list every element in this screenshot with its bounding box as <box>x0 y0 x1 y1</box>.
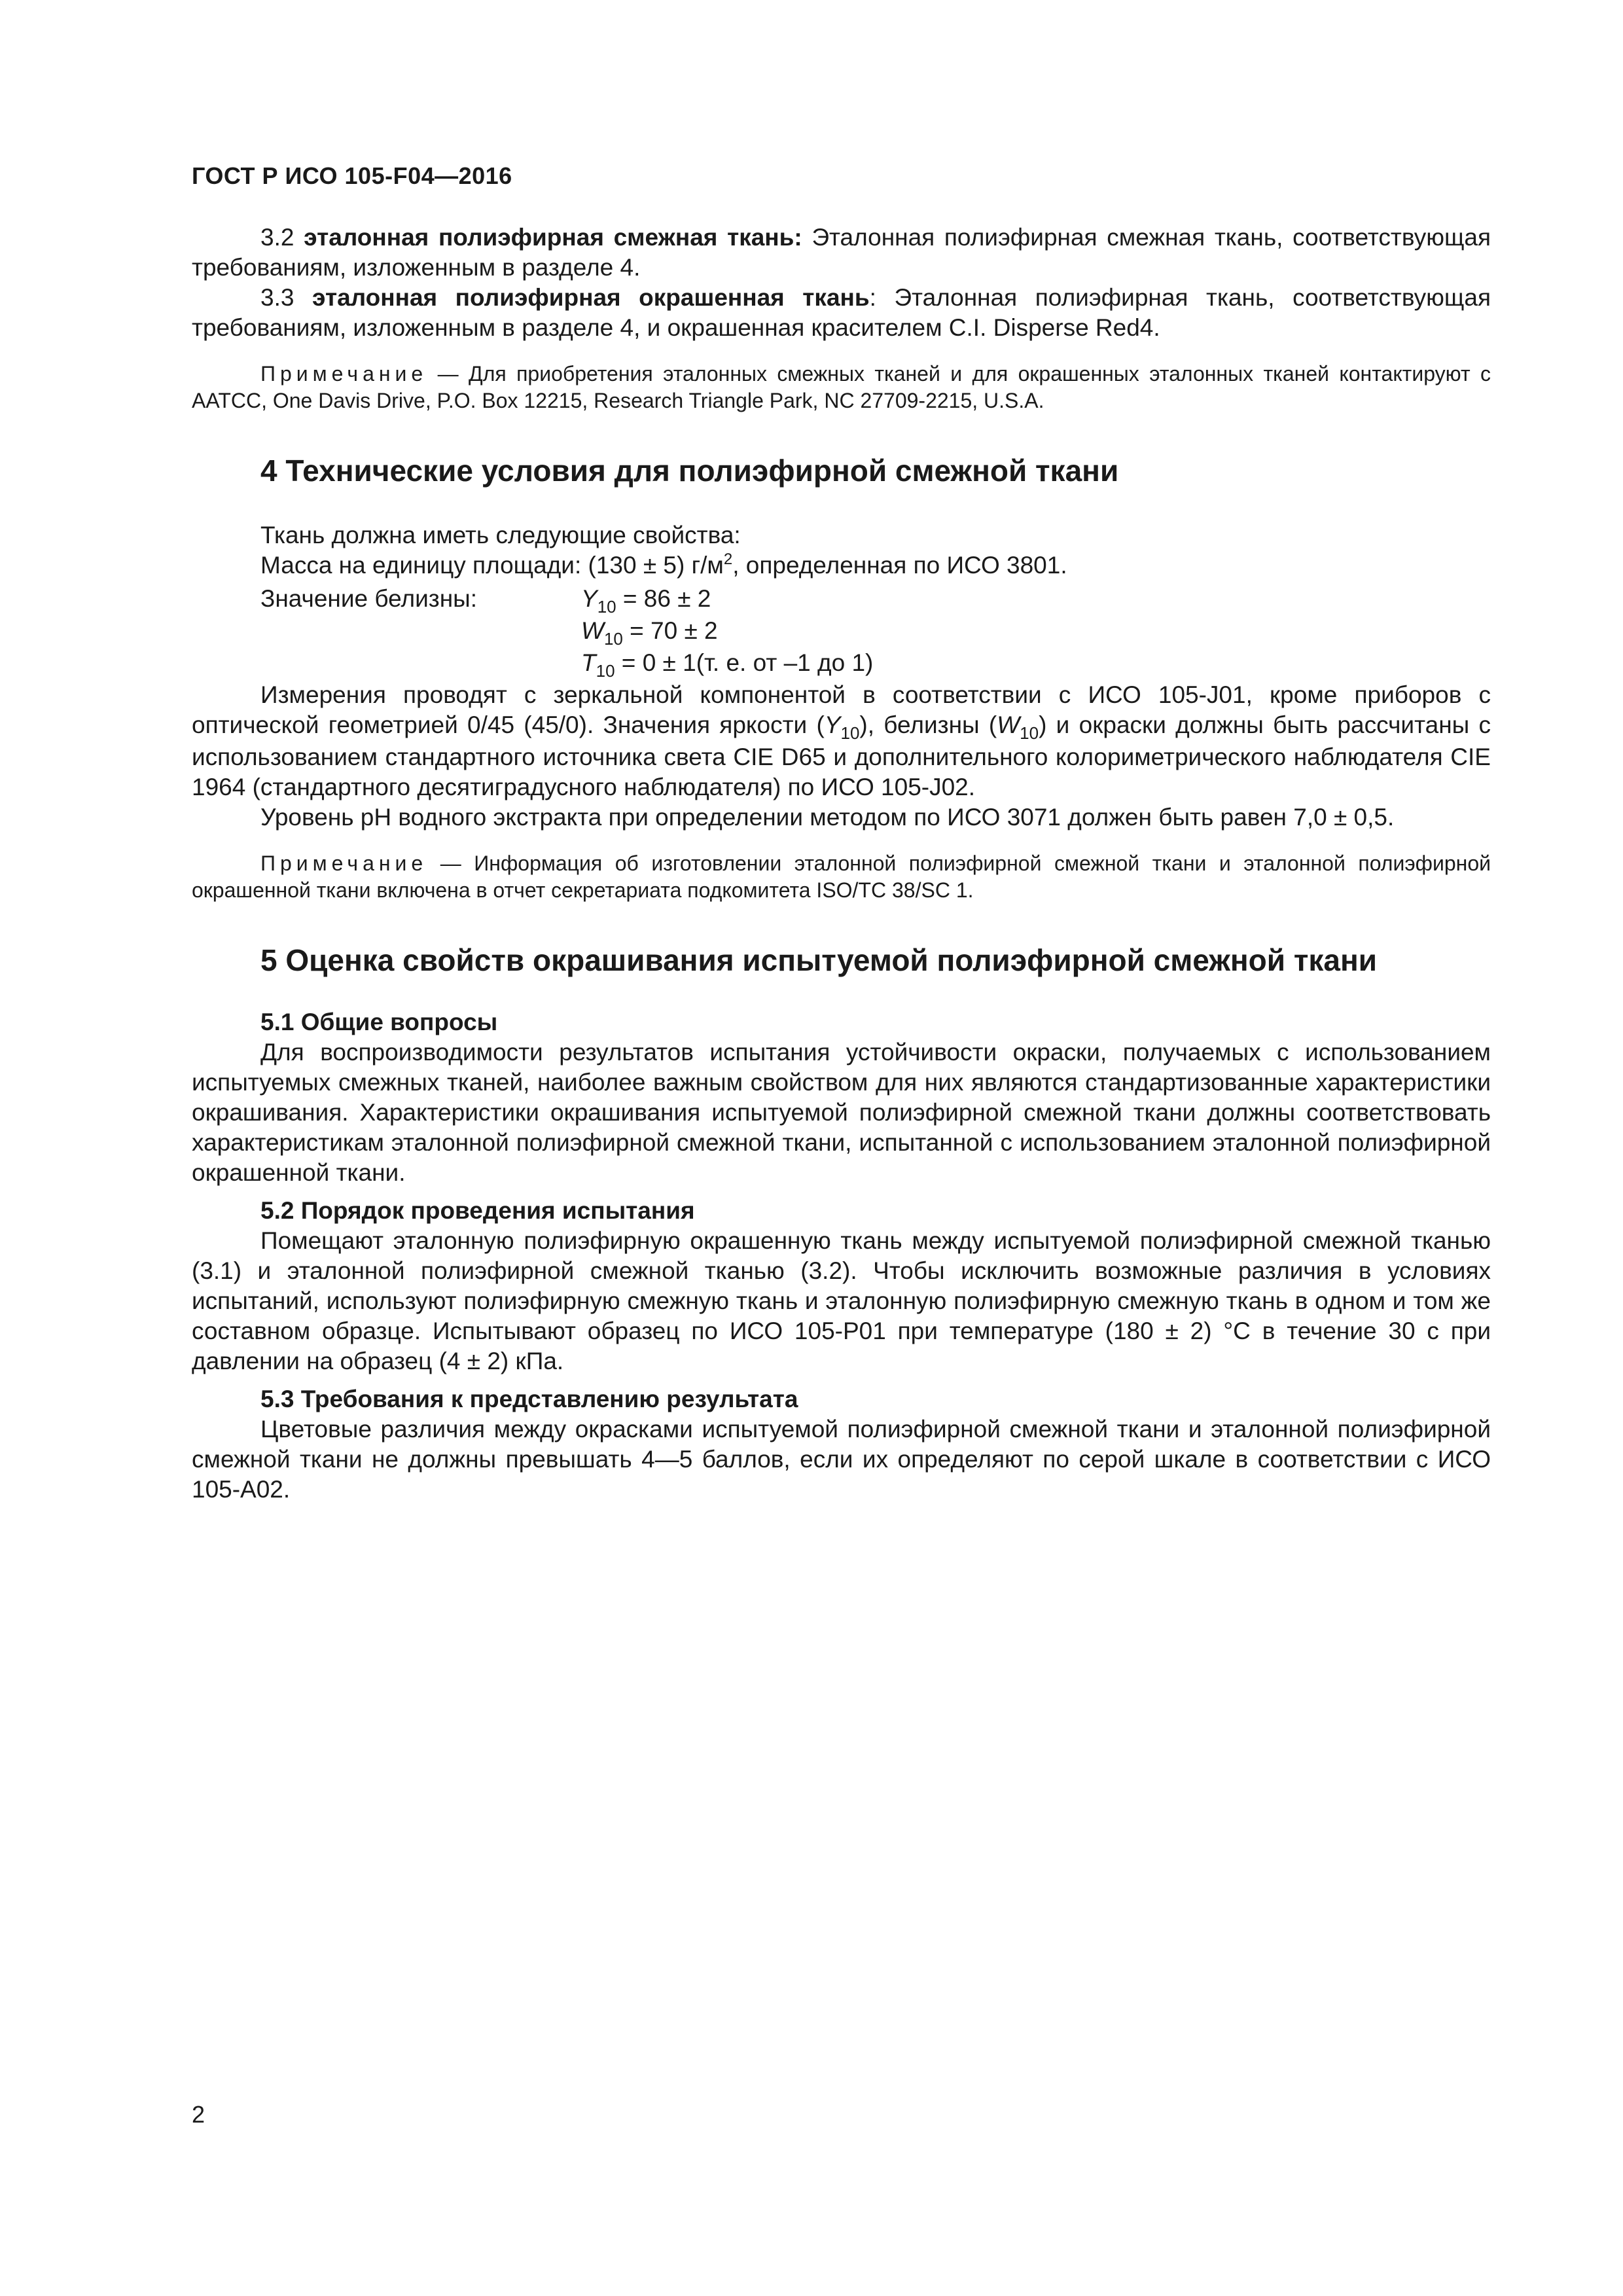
note-label: Примечание <box>260 362 428 386</box>
ph-paragraph: Уровень pH водного экстракта при определении методом по ИСО 3071 должен быть равен 7,0 ± 0,5. <box>260 804 1395 831</box>
definition-number: 3.2 <box>260 224 294 251</box>
definition-number: 3.3 <box>260 284 294 311</box>
note-text: — Для приобретения эталонных смежных тканей и для окрашенных эталонных тканей контактируют с AATCC, One Davis Drive, P.O. Box 12215, Research Triangle Park, NC 27709-2215, U.S.A. <box>192 362 1491 412</box>
subsection-5-1-heading: 5.1 Общие вопросы <box>260 1009 498 1035</box>
definitions-block <box>192 223 1491 343</box>
definition-3-3 <box>192 283 1491 343</box>
definition-term: эталонная полиэфирная окрашенная ткань <box>312 284 870 311</box>
measurement-paragraph: Измерения проводят с зеркальной компонентой в соответствии с ИСО 105-J01, кроме приборов с оптической геометрией 0/45 (45/0). Значения яркости $(Y_{10})$, белизны $(W_{10})$ и окраски должны быть рассчитаны с использованием стандартного источника света CIE D65 и дополнительного колориметрического наблюдателя CIE 1964 (стандартного десятиградусного наблюдателя) по ИСО 105-J02. <box>192 681 1491 800</box>
definition-text: : Эталонная полиэфирная ткань, соответствующая требованиям, изложенным в разделе 4, и окрашенная красителем C.I. Disperse Red4. <box>192 284 1491 341</box>
whiteness-w-row <box>192 616 1491 648</box>
subsection-5-1-text: Для воспроизводимости результатов испытания устойчивости окраски, получаемых с использованием испытуемых смежных тканей, наиболее важным свойством для них являются стандартизованные характеристики окрашивания. Характеристики окрашивания испытуемой полиэфирной смежной ткани должны соответствовать характеристикам эталонной полиэфирной смежной ткани, испытанной с использованием эталонной полиэфирной окрашенной ткани. <box>192 1039 1491 1186</box>
subsection-5-2-heading: 5.2 Порядок проведения испытания <box>260 1197 695 1224</box>
note-2 <box>192 850 1491 904</box>
section-5-heading: 5 Оценка свойств окрашивания испытуемой полиэфирной смежной ткани <box>260 943 1378 977</box>
subsection-5-3-text: Цветовые различия между окрасками испытуемой полиэфирной смежной ткани и эталонной полиэфирной смежной ткани не должны превышать 4—5 баллов, если их определяют по серой шкале в соответствии с ИСО 105-A02. <box>192 1416 1491 1503</box>
note-text: — Информация об изготовлении эталонной полиэфирной смежной ткани и эталонной полиэфирной окрашенной ткани включена в отчет секретариата подкомитета ISO/TC 38/SC 1. <box>192 852 1491 902</box>
mass-spec: Масса на единицу площади: (130 ± 5) $г/м^2$, определенная по ИСО 3801. <box>260 550 1067 579</box>
y10-value: $Y_{10} = 86 \pm 2$ <box>581 585 711 617</box>
whiteness-t-row <box>192 648 1491 680</box>
page-content <box>192 223 1491 1505</box>
subsection-5-2-text: Помещают эталонную полиэфирную окрашенную ткань между испытуемой полиэфирной смежной тканью (3.1) и эталонной полиэфирной смежной тканью (3.2). Чтобы исключить возможные различия в условиях испытаний, используют полиэфирную смежную ткань и эталонную полиэфирную смежную ткань в одном и том же составном образце. Испытывают образец по ИСО 105-P01 при температуре (180 ± 2) °C в течение 30 с при давлении на образец (4 ± 2) кПа. <box>192 1227 1491 1374</box>
specs-intro: Ткань должна иметь следующие свойства: <box>260 522 741 548</box>
definition-3-2 <box>192 223 1491 283</box>
note-label: Примечание <box>260 852 428 875</box>
definition-text: Эталонная полиэфирная смежная ткань, соответствующая требованиям, изложенным в разделе 4. <box>192 224 1491 281</box>
page-number: 2 <box>192 2101 205 2128</box>
whiteness-y-row <box>192 584 1491 616</box>
definition-term: эталонная полиэфирная смежная ткань: <box>304 224 802 251</box>
fabric-specs <box>192 520 1491 833</box>
w10-value: $W_{10} = 70 \pm 2$ <box>581 617 718 649</box>
whiteness-label: Значение белизны: <box>260 585 478 612</box>
note-1 <box>192 361 1491 414</box>
subsection-5-3-heading: 5.3 Требования к представлению результата <box>260 1386 798 1412</box>
section-4-heading: 4 Технические условия для полиэфирной смежной ткани <box>260 454 1119 488</box>
document-header: ГОСТ Р ИСО 105-F04—2016 <box>192 162 512 189</box>
t10-value: $T_{10} = 0 \pm 1(т$. е. от –1 до 1) <box>581 649 874 681</box>
